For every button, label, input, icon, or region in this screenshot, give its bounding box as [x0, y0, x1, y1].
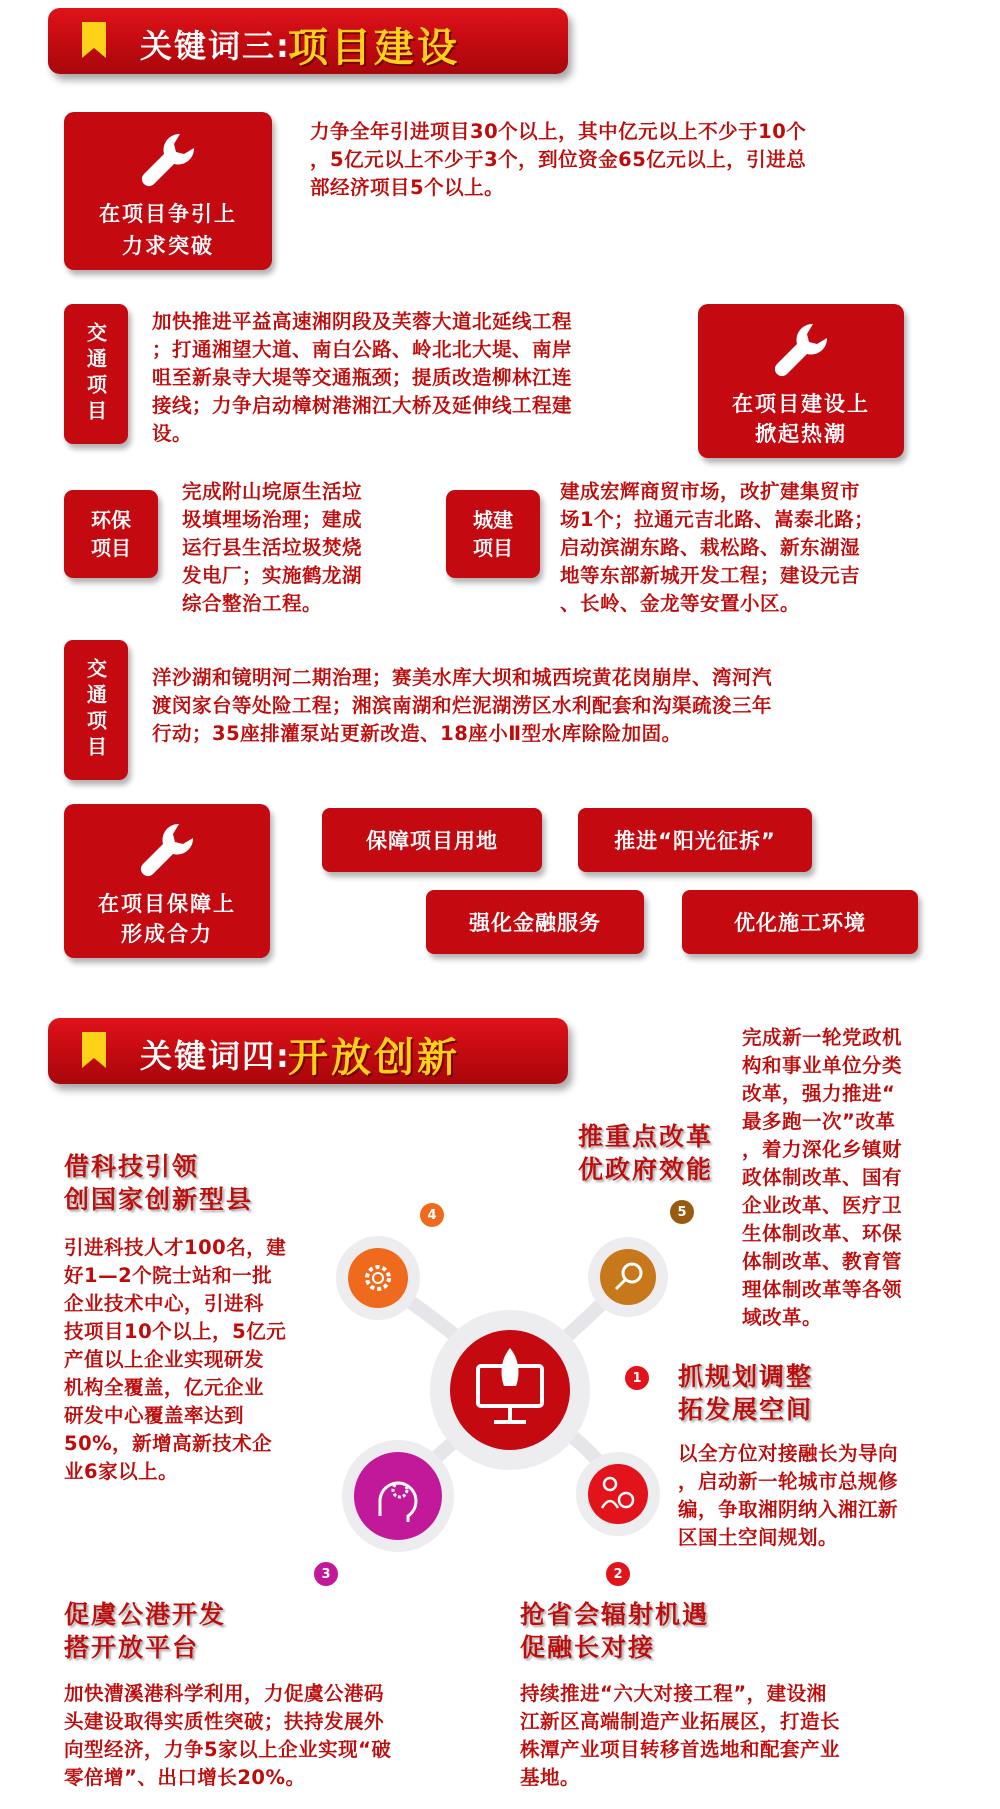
project-attract-text: 力争全年引进项目30个以上，其中亿元以上不少于10个 ，5亿元以上不少于3个，到位资金65亿元以上，引进总 部经济项目5个以上。: [310, 120, 807, 199]
item4-title: 借科技引领 创国家创新型县: [64, 1152, 254, 1214]
section3-keyword: 关键词三:: [140, 27, 291, 65]
pill-finance: 强化金融服务: [426, 890, 644, 954]
traffic-project-label: 交通项目: [64, 304, 128, 444]
item-number-2: 2: [606, 1562, 630, 1586]
search-analytics-icon: [600, 1249, 656, 1305]
box-caption: 在项目保障上: [98, 892, 236, 916]
project-guarantee-box: [64, 804, 270, 958]
brain-gear-icon: [354, 1452, 442, 1540]
item-number-1: 1: [625, 1366, 649, 1390]
bookmark-icon: [80, 22, 108, 60]
bookmark-icon: [80, 1032, 108, 1070]
city-project-text: 建成宏辉商贸市场，改扩建集贸市 场1个；拉通元吉北路、嵩泰北路； 启动滨湖东路、栽松路、新东湖湿 地等东部新城开发工程；建设元吉 、长岭、金龙等安置小区。: [560, 480, 875, 615]
item1-title: 抓规划调整 拓发展空间: [678, 1362, 814, 1424]
innovation-hub-diagram: [300, 1180, 720, 1610]
item-number-5: 5: [670, 1200, 694, 1224]
city-project-label: 城建 项目: [446, 490, 540, 578]
project-build-box: [698, 304, 904, 458]
item-number-4: 4: [420, 1203, 444, 1227]
box-caption: 形成合力: [121, 922, 213, 946]
pill-environment: 优化施工环境: [682, 890, 918, 954]
wrench-icon: [136, 128, 200, 192]
item-number-3: 3: [314, 1562, 338, 1586]
box-caption: 在项目争引上: [99, 202, 237, 226]
person-chart-icon: [588, 1464, 648, 1524]
item5-text: 完成新一轮党政机 构和事业单位分类 改革，强力推进“ 最多跑一次”改革 ，着力深化乡镇财 政体制改革、国有 企业改革、医疗卫 生体制改革、环保 体制改革、教育管 理体制改革等各领 域改革。: [742, 1026, 903, 1329]
section3-banner: [48, 8, 568, 74]
gear-icon: [348, 1248, 408, 1308]
item2-title: 抢省会辐射机遇 促融长对接: [520, 1600, 710, 1662]
section4-keyword: 关键词四:: [140, 1037, 291, 1075]
wrench-icon: [769, 318, 833, 382]
item3-title: 促虞公港开发 搭开放平台: [64, 1600, 227, 1662]
pill-land: 保障项目用地: [322, 808, 542, 872]
item1-text: 以全方位对接融长为导向 ，启动新一轮城市总规修 编，争取湘阴纳入湘江新 区国土空间规划。: [678, 1442, 899, 1549]
traffic-project-text: 加快推进平益高速湘阴段及芙蓉大道北延线工程 ；打通湘望大道、南白公路、岭北北大堤、南岸 咀至新泉寺大堤等交通瓶颈；提质改造柳林江连 接线；力争启动樟树港湘江大桥及延伸线工程建 设。: [152, 310, 573, 445]
section4-banner: [48, 1018, 568, 1084]
item4-text: 引进科技人才100名，建 好1—2个院士站和一批 企业技术中心，引进科 技项目10个以上，5亿元 产值以上企业实现研发 机构全覆盖，亿元企业 研发中心覆盖率达到 50%，新增高新技术企 业6家以上。: [64, 1236, 287, 1483]
env-project-text: 完成附山垸原生活垃 圾填埋场治理；建成 运行县生活垃圾焚烧 发电厂；实施鹤龙湖 综合整治工程。: [182, 480, 363, 615]
section3-topic: 项目建设: [288, 25, 460, 71]
box-caption: 力求突破: [122, 234, 214, 258]
box-caption: 在项目建设上: [732, 392, 870, 416]
project-attract-box: [64, 112, 272, 270]
box-caption: 掀起热潮: [755, 422, 847, 446]
item3-text: 加快漕溪港科学利用，力促虞公港码 头建设取得实质性突破；扶持发展外 向型经济，力争5家以上企业实现“破 零倍增”、出口增长20%。: [64, 1682, 392, 1789]
env-project-label: 环保 项目: [64, 490, 158, 578]
item5-title: 推重点改革 优政府效能: [578, 1122, 714, 1184]
section4-topic: 开放创新: [288, 1035, 460, 1081]
traffic-project-text-2: 洋沙湖和镜明河二期治理；赛美水库大坝和城西垸黄花岗崩岸、湾河汽 渡闵家台等处险工程；湘滨南湖和烂泥湖涝区水利配套和沟渠疏浚三年 行动；35座排灌泵站更新改造、18座小Ⅱ型水库除险加固。: [152, 666, 773, 745]
item2-text: 持续推进“六大对接工程”，建设湘 江新区高端制造产业拓展区，打造长 株潭产业项目转移首选地和配套产业 基地。: [520, 1682, 841, 1789]
traffic-project-label-2: 交通项目: [64, 640, 128, 780]
pill-demolition: 推进“阳光征拆”: [578, 808, 812, 872]
wrench-icon: [135, 818, 199, 882]
